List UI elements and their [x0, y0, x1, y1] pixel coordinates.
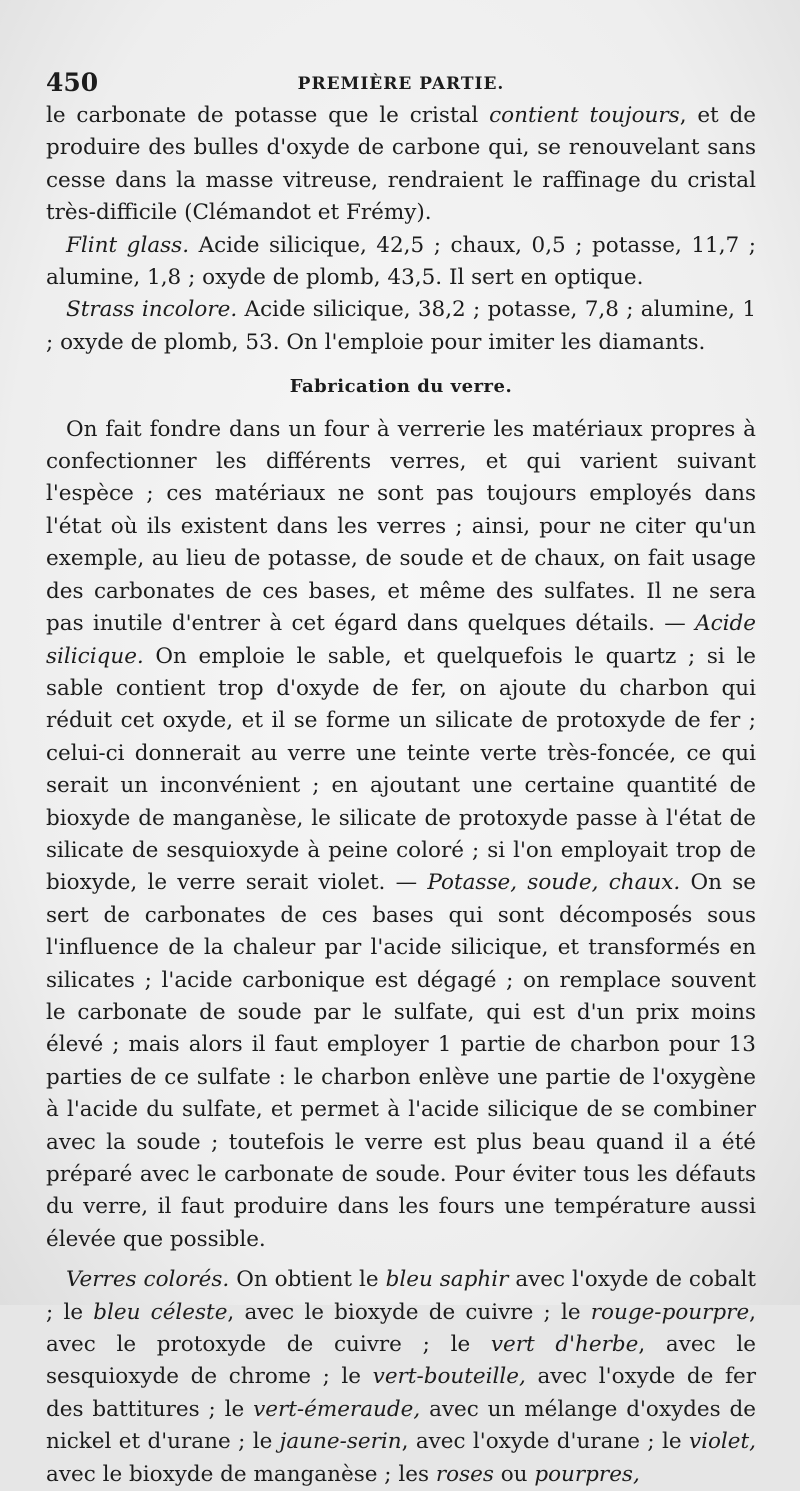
- italic-term: bleu céleste: [93, 1299, 228, 1325]
- italic-term: Potasse, soude, chaux.: [427, 870, 681, 896]
- text-run: avec le bioxyde de manganèse ; les: [46, 1461, 436, 1487]
- text-run: , et de produire des bulles d'oxyde de carbone qui, se renouvelant sans cesse dans la masse vitreuse, rendraient le raffinage du cristal très-difficile (Clémandot et Frémy).: [46, 103, 756, 226]
- text-run: Acide silicique, 42,5 ; chaux, 0,5 ; potasse, 11,7 ; alumine, 1,8 ; oxyde de plomb, 43,5. Il sert en optique.: [46, 232, 756, 291]
- text-run: le carbonate de potasse que le cristal: [46, 103, 490, 128]
- italic-term: vert d'herbe: [490, 1332, 639, 1358]
- text-run: , avec l'oxyde d'urane ; le: [401, 1429, 689, 1455]
- text-run: ou: [493, 1461, 535, 1487]
- text-run: On emploie le sable, et quelquefois le quartz ; si le sable contient trop d'oxyde de fer, on ajoute du charbon qui réduit cet oxyde, et il se forme un silicate de protoxyde de fer ; celui-ci donnerait au verre une teinte verte très-foncée, ce qui serait un inconvénient ; en ajoutant une certaine quantité de bioxyde de manganèse, le silicate de protoxyde passe à l'état de silicate de sesquioxyde à peine coloré ; si l'on employait trop de bioxyde, le verre serait violet. —: [46, 643, 756, 896]
- text-run: , avec le bioxyde de cuivre ; le: [227, 1299, 591, 1325]
- page-number: 450: [46, 68, 99, 97]
- text-run: avec l'oxyde de fer des battitures ; le: [46, 1364, 756, 1422]
- italic-term: pourpres,: [534, 1461, 640, 1487]
- body-text: [46, 100, 756, 1491]
- text-run: On obtient le: [229, 1267, 386, 1293]
- italic-term: Acide silicique.: [46, 611, 756, 669]
- text-run: On se sert de carbonates de ces bases qui sont décomposés sous l'influence de la chaleur par l'acide silicique, et transformés en silicates ; l'acide carbonique est dégagé ; on remplace souvent le carbonate de soude par le sulfate, qui est d'un prix moins élevé ; mais alors il faut employer 1 partie de charbon pour 13 parties de ce sulfate : le charbon enlève une partie de l'oxygène à l'acide du sulfate, et permet à l'acide silicique de se combiner avec la soude ; toutefois le verre est plus beau quand il a été préparé avec le carbonate de soude. Pour éviter tous les défauts du verre, il faut produire dans les fours une température aussi élevée que possible.: [46, 870, 756, 1252]
- entry-label: Verres colorés.: [66, 1267, 230, 1293]
- entry-label: Strass incolore.: [66, 297, 238, 323]
- italic-term: jaune-serin: [279, 1429, 402, 1455]
- intro-paragraph: [46, 100, 756, 230]
- italic-term: bleu saphir: [385, 1267, 509, 1293]
- page-header: [46, 68, 756, 98]
- text-run: avec un mélange d'oxydes de nickel et d'urane ; le: [46, 1396, 756, 1455]
- text-run: , avec le protoxyde de cuivre ; le: [46, 1299, 757, 1358]
- section-heading: Fabrication du verre.: [289, 376, 513, 398]
- text-run: , avec le sesquioxyde de chrome ; le: [46, 1332, 756, 1390]
- fabrication-paragraph: [46, 414, 756, 1257]
- italic-term: contient toujours: [489, 103, 680, 128]
- flint-glass-paragraph: [46, 230, 756, 295]
- italic-term: rouge-pourpre: [590, 1299, 750, 1325]
- strass-paragraph: [46, 294, 756, 359]
- text-run: avec l'oxyde de cobalt ; le: [46, 1267, 756, 1325]
- running-head: PREMIÈRE PARTIE.: [297, 74, 505, 94]
- italic-term: vert-émeraude,: [253, 1396, 421, 1422]
- entry-label: Flint glass.: [66, 232, 190, 258]
- italic-term: roses: [435, 1461, 494, 1487]
- italic-term: violet,: [688, 1429, 756, 1455]
- italic-term: vert-bouteille,: [372, 1364, 526, 1390]
- text-run: Acide silicique, 38,2 ; potasse, 7,8 ; alumine, 1 ; oxyde de plomb, 53. On l'emploie pour imiter les diamants.: [46, 297, 756, 355]
- colored-glass-paragraph: [46, 1264, 756, 1491]
- text-run: On fait fondre dans un four à verrerie les matériaux propres à confectionner les différents verres, et qui varient suivant l'espèce ; ces matériaux ne sont pas toujours employés dans l'état où ils existent dans les verres ; ainsi, pour ne citer qu'un exemple, au lieu de potasse, de soude et de chaux, on fait usage des carbonates de ces bases, et même des sulfates. Il ne sera pas inutile d'entrer à cet égard dans quelques détails. —: [46, 416, 756, 637]
